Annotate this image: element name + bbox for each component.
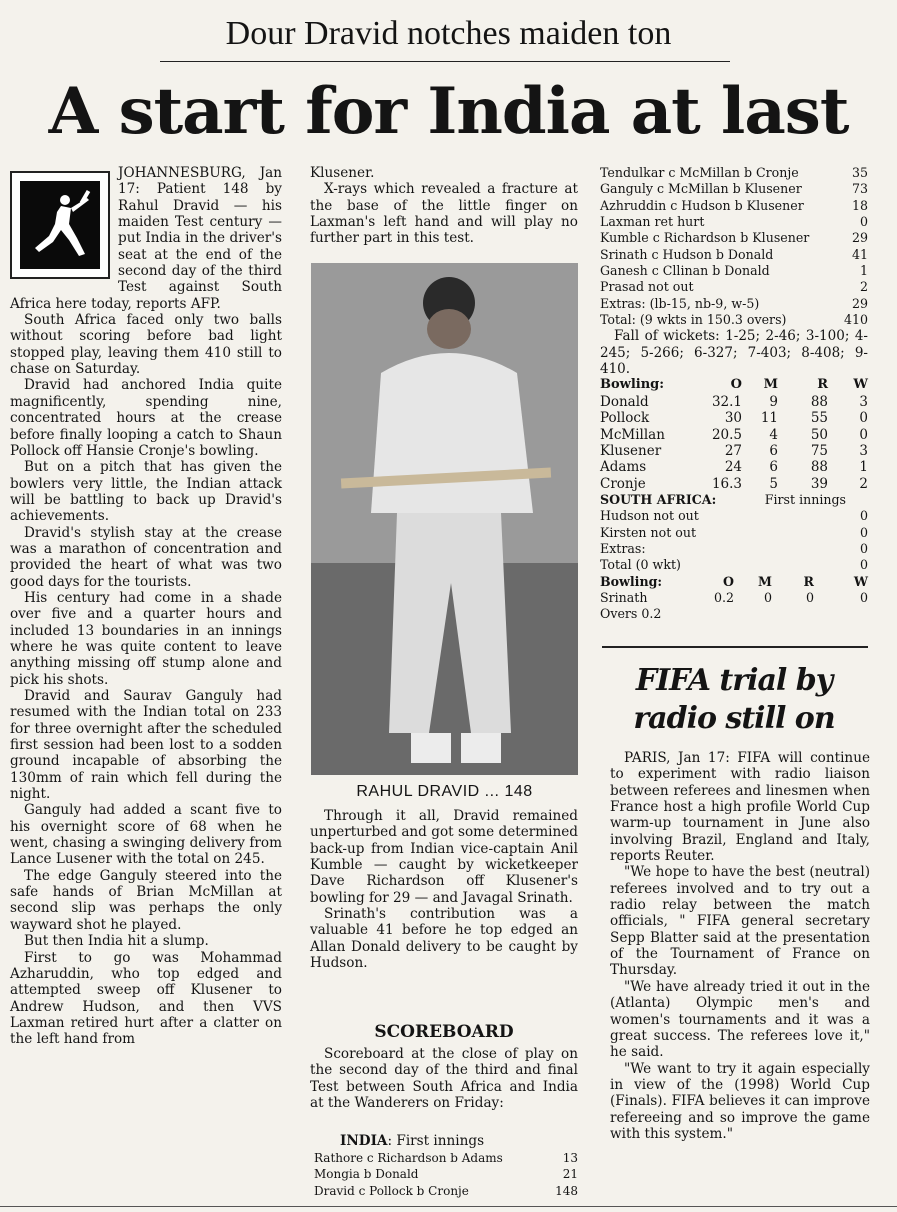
paragraph: Ganguly had added a scant five to his overnight score of 68 when he went, chasing a swinging delivery from Lance Lusener with the total on 245. <box>10 802 282 868</box>
batsman: Hudson not out <box>600 508 699 524</box>
bowling-header <box>600 377 868 393</box>
batsman: Ganesh c Cllinan b Donald <box>600 263 770 279</box>
runs: 29 <box>851 295 868 311</box>
batting-row <box>600 214 868 230</box>
bowling-row <box>600 443 868 459</box>
runs: 0 <box>859 524 868 540</box>
extras-label: Extras: (lb-15, nb-9, w-5) <box>600 295 760 311</box>
batsman: Ganguly c McMillan b Klusener <box>600 181 802 197</box>
sa-team-name: SOUTH AFRICA: <box>600 491 717 507</box>
india-innings-heading <box>340 1133 484 1149</box>
runs: 13 <box>562 1151 578 1165</box>
article-column-1 <box>10 165 282 1048</box>
batting-row <box>314 1151 578 1165</box>
wickets: 0 <box>859 589 868 605</box>
runs: 148 <box>555 1184 578 1198</box>
paragraph: PARIS, Jan 17: FIFA will continue to experiment with radio liaison between referees and linesmen when France host a high profile World Cup warm-up tournament in June also involving Brazil, England and Italy, reports Reuter. <box>610 750 870 865</box>
batsman: Prasad not out <box>600 279 694 295</box>
overs: 20.5 <box>711 426 742 443</box>
paragraph: Dravid and Saurav Ganguly had resumed with the Indian total on 233 for three overnight after the scheduled first session had been lost to a sodden ground incapable of absorbing the 130mm of rain which fell during the night. <box>10 688 282 803</box>
runs: 50 <box>810 426 828 443</box>
maidens: 4 <box>769 426 778 443</box>
overs: 0.2 <box>713 589 734 605</box>
bowling-label: Bowling: <box>600 573 663 589</box>
runs: 73 <box>851 181 868 197</box>
batsman: Laxman ret hurt <box>600 214 705 230</box>
wickets: 1 <box>859 459 868 476</box>
paragraph: "We want to try it again especially in view of the (1998) World Cup (Finals). FIFA believes it can improve refereeing and so improve the game with this system." <box>610 1060 870 1142</box>
article-column-2 <box>310 165 578 247</box>
maidens: 6 <box>769 459 778 476</box>
runs: 75 <box>810 442 828 459</box>
bowler: McMillan <box>600 426 665 443</box>
bottom-rule <box>0 1206 897 1207</box>
paragraph: South Africa faced only two balls without scoring before bad light stopped play, leaving them 410 still to chase on Saturday. <box>10 312 282 378</box>
sa-innings-heading <box>600 492 868 508</box>
overs: 27 <box>724 442 742 459</box>
batsman-icon <box>20 181 100 269</box>
col-runs: R <box>803 573 814 589</box>
batsman: Dravid c Pollock b Cronje <box>314 1184 469 1198</box>
extras-row <box>600 296 868 312</box>
runs: 18 <box>851 197 868 213</box>
overs: 24 <box>724 459 742 476</box>
bowler: Donald <box>600 393 649 410</box>
runs: 55 <box>810 410 828 427</box>
col-maidens: M <box>763 377 778 393</box>
maidens: 11 <box>760 410 778 427</box>
overs: 30 <box>724 410 742 427</box>
overs-label: Overs 0.2 <box>600 606 662 622</box>
batsman: Srinath c Hudson b Donald <box>600 246 774 262</box>
paragraph: "We hope to have the best (neutral) referees involved and to try out a radio relay between the match officials, " FIFA general secretary Sepp Blatter said at the presentation of the Tournament of France on Thursday. <box>610 864 870 979</box>
col-overs: O <box>730 377 742 393</box>
batting-row <box>600 198 868 214</box>
paragraph: "We have already tried it out in the (Atlanta) Olympic men's and women's tournaments and it was a great success. The referees love it," he said. <box>610 978 870 1061</box>
col-maidens: M <box>758 573 772 589</box>
section-divider <box>602 646 868 648</box>
runs: 0 <box>859 540 868 556</box>
batsman: Rathore c Richardson b Adams <box>314 1151 503 1165</box>
bowler: Cronje <box>600 475 646 492</box>
india-team-name: INDIA <box>340 1133 388 1149</box>
extras-row <box>600 541 868 557</box>
bowling-row <box>600 410 868 426</box>
scoreboard-column <box>600 165 868 623</box>
runs: 88 <box>810 393 828 410</box>
batting-row <box>600 181 868 197</box>
paragraph: His century had come in a shade over five and a quarter hours and included 13 boundaries in an innings where he was quite content to leave anything missing off stump alone and pick his shots. <box>10 589 282 688</box>
batting-row <box>600 165 868 181</box>
bowler: Srinath <box>600 589 648 605</box>
batting-row <box>600 230 868 246</box>
fall-of-wickets: Fall of wickets: 1-25; 2-46; 3-100; 4-245; 5-266; 6-327; 7-403; 8-408; 9-410. <box>600 328 868 378</box>
runs: 0 <box>859 557 868 573</box>
bowling-header <box>600 574 868 590</box>
bowling-row <box>600 476 868 492</box>
maidens: 6 <box>769 442 778 459</box>
bowling-row <box>600 394 868 410</box>
fifa-headline: FIFA trial by radio still on <box>633 663 835 736</box>
runs: 0 <box>805 589 814 605</box>
batsman: Azhruddin c Hudson b Klusener <box>600 197 804 213</box>
paragraph: X-rays which revealed a fracture at the base of the little finger on Laxman's left hand and will play no further part in this test. <box>310 181 578 247</box>
main-headline: A start for India at last <box>48 74 849 149</box>
paragraph: JOHANNESBURG, Jan 17: Patient 148 by Rahul Dravid — his maiden Test century — put India in the driver's seat at the end of the second day of the third Test against South Africa here today, reports AFP. <box>10 165 282 312</box>
overs: 32.1 <box>711 393 742 410</box>
runs: 410 <box>843 312 868 328</box>
total-row <box>600 557 868 573</box>
wickets: 2 <box>859 475 868 492</box>
wickets: 3 <box>859 442 868 459</box>
total-label: Total (0 wkt) <box>600 557 681 573</box>
col-wickets: W <box>853 573 868 589</box>
bowling-label: Bowling: <box>600 377 665 393</box>
innings-label: : First innings <box>387 1133 485 1149</box>
paragraph: But on a pitch that has given the bowlers very little, the Indian attack will be battling to back up Dravid's achievements. <box>10 459 282 525</box>
paragraph: Klusener. <box>310 165 375 181</box>
batsman: Kumble c Richardson b Klusener <box>600 230 810 246</box>
paragraph: Srinath's contribution was a valuable 41 before he top edged an Allan Donald delivery to be caught by Hudson. <box>310 906 578 972</box>
paragraph: Dravid's stylish stay at the crease was a marathon of concentration and provided the heart of what was two good days for the tourists. <box>10 524 282 590</box>
paragraph: The edge Ganguly steered into the safe hands of Brian McMillan at second slip was perhaps the only wayward shot he played. <box>10 867 282 933</box>
col-overs: O <box>723 573 734 589</box>
runs: 1 <box>859 263 868 279</box>
paragraph: First to go was Mohammad Azharuddin, who top edged and attempted sweep off Klusener to Andrew Hudson, and then VVS Laxman retired hurt after a clatter on the left hand from <box>10 949 282 1048</box>
total-row <box>600 312 868 328</box>
batting-row <box>600 508 868 524</box>
batting-row <box>600 263 868 279</box>
paragraph: Through it all, Dravid remained unperturbed and got some determined back-up from Indian vice-captain Anil Kumble — caught by wicketkeeper Dave Richardson off Klusener's bowling for 29 — and Javagal Srinath. <box>310 808 578 906</box>
innings-label: First innings <box>764 491 846 507</box>
runs: 41 <box>851 246 868 262</box>
player-photo <box>311 263 578 775</box>
runs: 35 <box>851 165 868 180</box>
overs: 16.3 <box>711 475 742 492</box>
bowling-row <box>600 427 868 443</box>
cricket-logo <box>10 171 110 279</box>
runs: 39 <box>810 475 828 492</box>
runs: 21 <box>562 1167 578 1181</box>
bowling-row <box>600 590 868 606</box>
runs: 29 <box>851 230 868 246</box>
runs: 2 <box>859 279 868 295</box>
batting-row <box>600 525 868 541</box>
bowler: Pollock <box>600 410 650 427</box>
extras-label: Extras: <box>600 540 646 556</box>
scoreboard-heading: SCOREBOARD <box>374 1022 514 1042</box>
wickets: 3 <box>859 393 868 410</box>
article-column-2-continued <box>310 808 578 971</box>
batsman: Kirsten not out <box>600 524 697 540</box>
batting-row <box>314 1167 578 1181</box>
bowler: Klusener <box>600 442 662 459</box>
maidens: 5 <box>769 475 778 492</box>
wickets: 0 <box>859 410 868 427</box>
batting-row <box>600 279 868 295</box>
kicker-rule <box>160 61 730 62</box>
paragraph: Scoreboard at the close of play on the second day of the third and final Test between South Africa and India at the Wanderers on Friday: <box>310 1046 578 1112</box>
wickets: 0 <box>859 426 868 443</box>
maidens: 0 <box>763 589 772 605</box>
kicker-headline: Dour Dravid notches maiden ton <box>225 15 672 52</box>
batsman: Tendulkar c McMillan b Cronje <box>600 165 799 180</box>
bowling-row <box>600 459 868 475</box>
bowler: Adams <box>600 459 647 476</box>
paragraph: But then India hit a slump. <box>24 933 209 950</box>
col-runs: R <box>817 377 828 393</box>
overs-row <box>600 606 868 622</box>
runs: 0 <box>859 508 868 524</box>
paragraph: Dravid had anchored India quite magnificently, spending nine, concentrated hours at the crease before finally looping a catch to Shaun Pollock off Hansie Cronje's bowling. <box>10 377 282 459</box>
runs: 88 <box>810 459 828 476</box>
batting-row <box>314 1184 578 1198</box>
photo-caption: RAHUL DRAVID ... 148 <box>356 783 533 800</box>
col-wickets: W <box>853 377 868 393</box>
maidens: 9 <box>769 393 778 410</box>
batting-row <box>600 247 868 263</box>
batsman: Mongia b Donald <box>314 1167 419 1181</box>
total-label: Total: (9 wkts in 150.3 overs) <box>600 312 787 328</box>
runs: 0 <box>859 214 868 230</box>
scoreboard-intro <box>310 1046 578 1111</box>
fifa-article <box>610 750 870 1142</box>
